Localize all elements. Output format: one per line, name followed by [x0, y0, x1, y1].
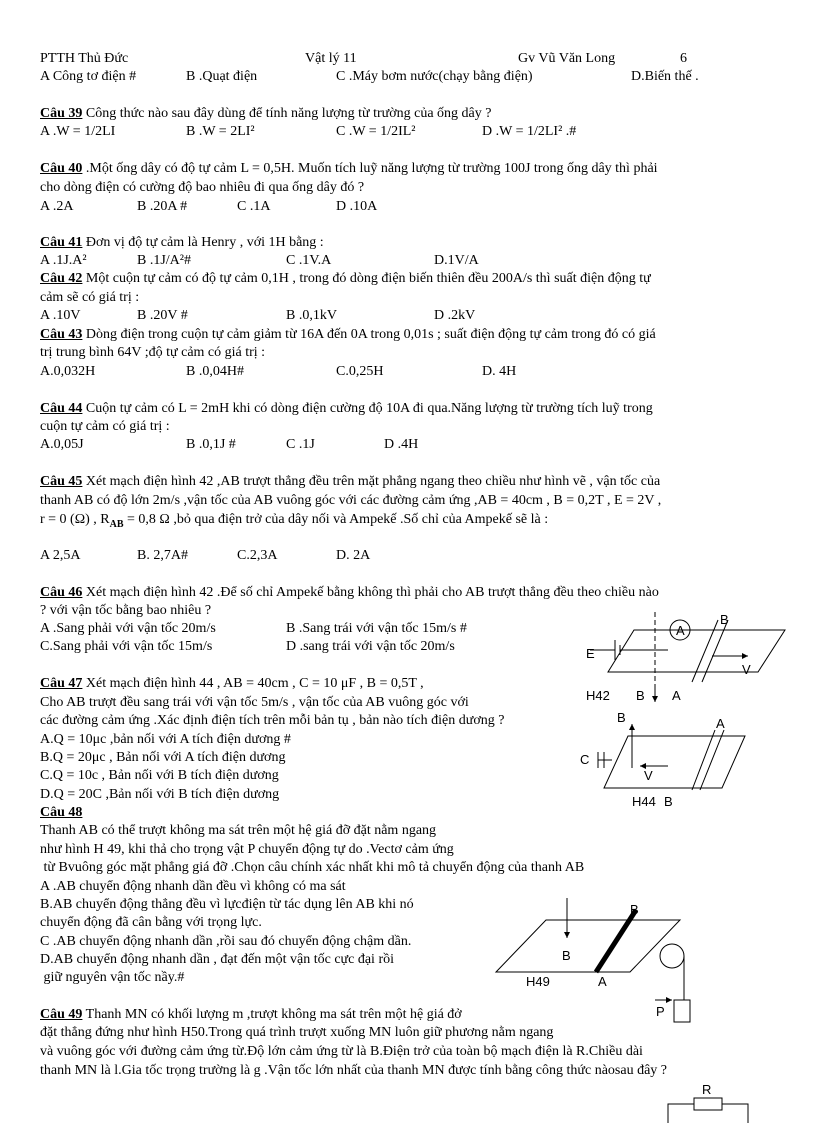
option-c: C .1A	[237, 199, 271, 214]
question-text-cont: ? với vận tốc bằng bao nhiêu ?	[40, 603, 212, 618]
option-c: B .0,1kV	[286, 308, 337, 323]
question-label: Câu 42	[40, 271, 83, 286]
option-c: C .1V.A	[286, 253, 332, 268]
question-text: Thanh MN có khối lượng m ,trượt không ma sát trên một hệ giá đở	[85, 1007, 462, 1022]
option-c: C.2,3A	[237, 548, 278, 563]
h49-plane	[496, 920, 680, 972]
question-text: Cuộn tự cảm có L = 2mH khi có dòng điện cường độ 10A đi qua.Năng lượng từ trường tích luỹ trong	[85, 401, 653, 416]
question-text: .Một ống dây có độ tự cảm L = 0,5H. Muốn tích luỹ năng lượng từ trường 100J trong ống dây thì phải	[85, 161, 658, 176]
question-text: Xét mạch điện hình 42 .Để số chỉ Ampekế bằng không thì phải cho AB trượt thẳng đều theo chiều nào	[85, 585, 659, 600]
question-text: Thanh AB có thể trượt không ma sát trên một hệ giá đỡ đặt nằm ngang	[40, 823, 437, 838]
option-d: D .2kV	[434, 308, 476, 323]
h49-label-B-field: B	[562, 948, 571, 963]
question-text: Dòng điện trong cuộn tự cảm giảm từ 16A đến 0A trong 0,01s ; suất điện động tự cảm trong đó có giá	[85, 327, 656, 342]
question-text-cont: cảm sẽ có giá trị :	[40, 290, 140, 305]
option-c: C .W = 1/2IL²	[336, 124, 416, 139]
option-a: A .Sang phải với vận tốc 20m/s	[40, 621, 216, 636]
question-text: Một cuộn tự cảm có độ tự cảm 0,1H , trong đó dòng điện biến thiên đều 200A/s thì suất điện động tự	[85, 271, 651, 286]
option-a: A .1J.A²	[40, 253, 87, 268]
header-school: PTTH Thủ Đức	[40, 51, 129, 66]
question-text-cont: thanh AB có độ lớn 2m/s ,vận tốc của AB vuông góc với các đường cảm ứng ,AB = 40cm , B = 0,2T , E = 2V ,	[40, 493, 662, 508]
question-text-cont: cho dòng điện có cường độ bao nhiêu đi qua ống dây đó ?	[40, 180, 365, 195]
h42-plane	[608, 630, 785, 672]
option-b: B .0,1J #	[186, 437, 236, 452]
text-part: r = 0 (Ω) , R	[40, 512, 110, 527]
option-b: B .1J/A²#	[137, 253, 191, 268]
h44-label-A-top: A	[716, 716, 725, 731]
h42-label-E: E	[586, 646, 595, 661]
option-b: B .Sang trái với vận tốc 15m/s #	[286, 621, 467, 636]
question-label: Câu 44	[40, 401, 83, 416]
question-label: Câu 46	[40, 585, 83, 600]
h42-rod	[692, 620, 718, 682]
resistor-icon	[694, 1098, 722, 1110]
figure-h44	[598, 724, 745, 790]
option-a: A.0,05J	[40, 437, 84, 452]
option-d-cont: giữ nguyên vận tốc nầy.#	[40, 970, 185, 985]
option-a: A 2,5A	[40, 548, 81, 563]
option-d: D .W = 1/2LI² .#	[482, 124, 577, 139]
option-b: B. 2,7A#	[137, 548, 188, 563]
option-d: D. 4H	[482, 364, 517, 379]
question-text-cont: thanh MN là l.Gia tốc trọng trường là g .Vận tốc lớn nhất của thanh MN được tính bằng công thức nàosau đây ?	[40, 1063, 667, 1078]
h42-label-A-end: A	[672, 688, 681, 703]
h42-label-V: V	[742, 662, 751, 677]
option-b: B.Q = 20μc , Bản nối với A tích điện dương	[40, 750, 286, 765]
question-text: Đơn vị độ tự cảm là Henry , với 1H bằng :	[85, 235, 324, 250]
question-label: Câu 39	[40, 106, 83, 121]
h42-label-A-meter: A	[676, 623, 685, 638]
question-label: Câu 40	[40, 161, 83, 176]
option-c: C.Sang phải với vận tốc 15m/s	[40, 639, 213, 654]
question-text-cont: Cho AB trượt đều sang trái với vận tốc 5m/s , vận tốc của AB vuông góc với	[40, 695, 469, 710]
h50-label-R: R	[702, 1082, 712, 1097]
page-number: 6	[680, 51, 687, 66]
h49-rod	[596, 910, 636, 972]
question-label: Câu 43	[40, 327, 83, 342]
h49-caption: H49	[526, 974, 550, 989]
option-b: B.AB chuyển động thẳng đều vì lựcđiện từ tác dụng lên AB khi nó	[40, 897, 414, 912]
option-a: A.0,032H	[40, 364, 96, 379]
question-text: Xét mạch điện hình 44 , AB = 40cm , C = 10 μF , B = 0,5T ,	[85, 676, 424, 691]
option-d: D .10A	[336, 199, 378, 214]
header-subject: Vật lý 11	[305, 51, 357, 66]
question-label: Câu 49	[40, 1007, 83, 1022]
h42-label-B-field: B	[636, 688, 645, 703]
question-text-cont: cuộn tự cảm có giá trị :	[40, 419, 170, 434]
option-b: B .0,04H#	[186, 364, 244, 379]
question-text-cont: đặt thẳng đứng như hình H50.Trong quá trình trượt xuống MN luôn giữ phương nằm ngang	[40, 1025, 554, 1040]
question-text: Công thức nào sau đây dùng để tính năng lượng từ trường của ống dây ?	[85, 106, 492, 121]
h49-label-A-end: A	[598, 974, 607, 989]
option-d: D. 2A	[336, 548, 371, 563]
text-part: = 0,8 Ω ,bỏ qua điện trở của dây nối và Ampekế .Số chỉ của Ampekế sẽ là :	[123, 512, 549, 527]
option-d: D .sang trái với vận tốc 20m/s	[286, 639, 455, 654]
option-d: D.Q = 20C ,Bản nối với B tích điện dương	[40, 787, 280, 802]
question-label: Câu 48	[40, 805, 83, 820]
h42-caption: H42	[586, 688, 610, 703]
h44-caption: H44	[632, 794, 656, 809]
option-a: A .AB chuyển động nhanh dần đều vì không có ma sát	[40, 879, 346, 894]
prev-option-b: B .Quạt điện	[186, 69, 258, 84]
figure-h42	[590, 612, 785, 702]
prev-option-c: C .Máy bơm nước(chạy bằng điện)	[336, 69, 533, 84]
h44-label-B-end: B	[664, 794, 673, 809]
h44-label-B-field: B	[617, 710, 626, 725]
h50-wire	[668, 1104, 748, 1123]
weight-block	[674, 1000, 690, 1022]
header-teacher: Gv Vũ Văn Long	[518, 51, 616, 66]
h42-label-B-top: B	[720, 612, 729, 627]
h42-rod-2	[702, 620, 728, 682]
prev-option-d: D.Biến thế .	[631, 69, 699, 84]
h44-plane	[604, 736, 745, 788]
question-text-cont: các đường cảm ứng .Xác định điện tích trên mỗi bản tụ , bản nào tích điện dương ?	[40, 713, 505, 728]
h49-label-B-top: B	[630, 902, 639, 917]
h44-label-V: V	[644, 768, 653, 783]
option-a: A .10V	[40, 308, 81, 323]
question-text-cont: từ Bvuông góc mặt phẳng giá đỡ .Chọn câu chính xác nhất khi mô tả chuyển động của thanh AB	[40, 860, 585, 875]
option-a: A .W = 1/2LI	[40, 124, 116, 139]
question-label: Câu 41	[40, 235, 83, 250]
option-d: D .4H	[384, 437, 419, 452]
question-text: Xét mạch điện hình 42 ,AB trượt thẳng đều trên mặt phẳng ngang theo chiều như hình vẽ , vận tốc của	[85, 474, 661, 489]
pulley-icon	[660, 944, 684, 968]
question-text-cont: trị trung bình 64V ;độ tự cảm có giá trị :	[40, 345, 266, 360]
h49-label-P: P	[656, 1004, 665, 1019]
figure-h50	[668, 1098, 748, 1123]
option-c: C.0,25H	[336, 364, 384, 379]
option-d: D.1V/A	[434, 253, 479, 268]
option-c: C.Q = 10c , Bản nối với B tích điện dương	[40, 768, 279, 783]
h44-label-C: C	[580, 752, 590, 767]
prev-option-a: A Công tơ điện #	[40, 69, 137, 84]
option-b: B .20A #	[137, 199, 188, 214]
option-b: B .W = 2LI²	[186, 124, 255, 139]
option-d: D.AB chuyển động nhanh dần , đạt đến một vận tốc cực đại rồi	[40, 952, 394, 967]
question-label: Câu 45	[40, 474, 83, 489]
option-b-cont: chuyển động đã cân bằng với trọng lực.	[40, 915, 262, 930]
option-a: A .2A	[40, 199, 74, 214]
option-c: C .1J	[286, 437, 315, 452]
option-b: B .20V #	[137, 308, 188, 323]
option-c: C .AB chuyển động nhanh dần ,rồi sau đó chuyển động chậm dần.	[40, 934, 412, 949]
subscript: AB	[109, 518, 124, 530]
option-a: A.Q = 10μc ,bản nối với A tích điện dương #	[40, 732, 291, 747]
question-text-cont: như hình H 49, khi thả cho trọng vật P chuyển động tự do .Vectơ cảm ứng	[40, 842, 454, 857]
question-label: Câu 47	[40, 676, 83, 691]
question-text-cont: và vuông góc với đường cảm ứng từ.Độ lớn cảm ứng từ là B.Điện trở của toàn bộ mạch điện là R.Chiều dài	[40, 1044, 643, 1059]
